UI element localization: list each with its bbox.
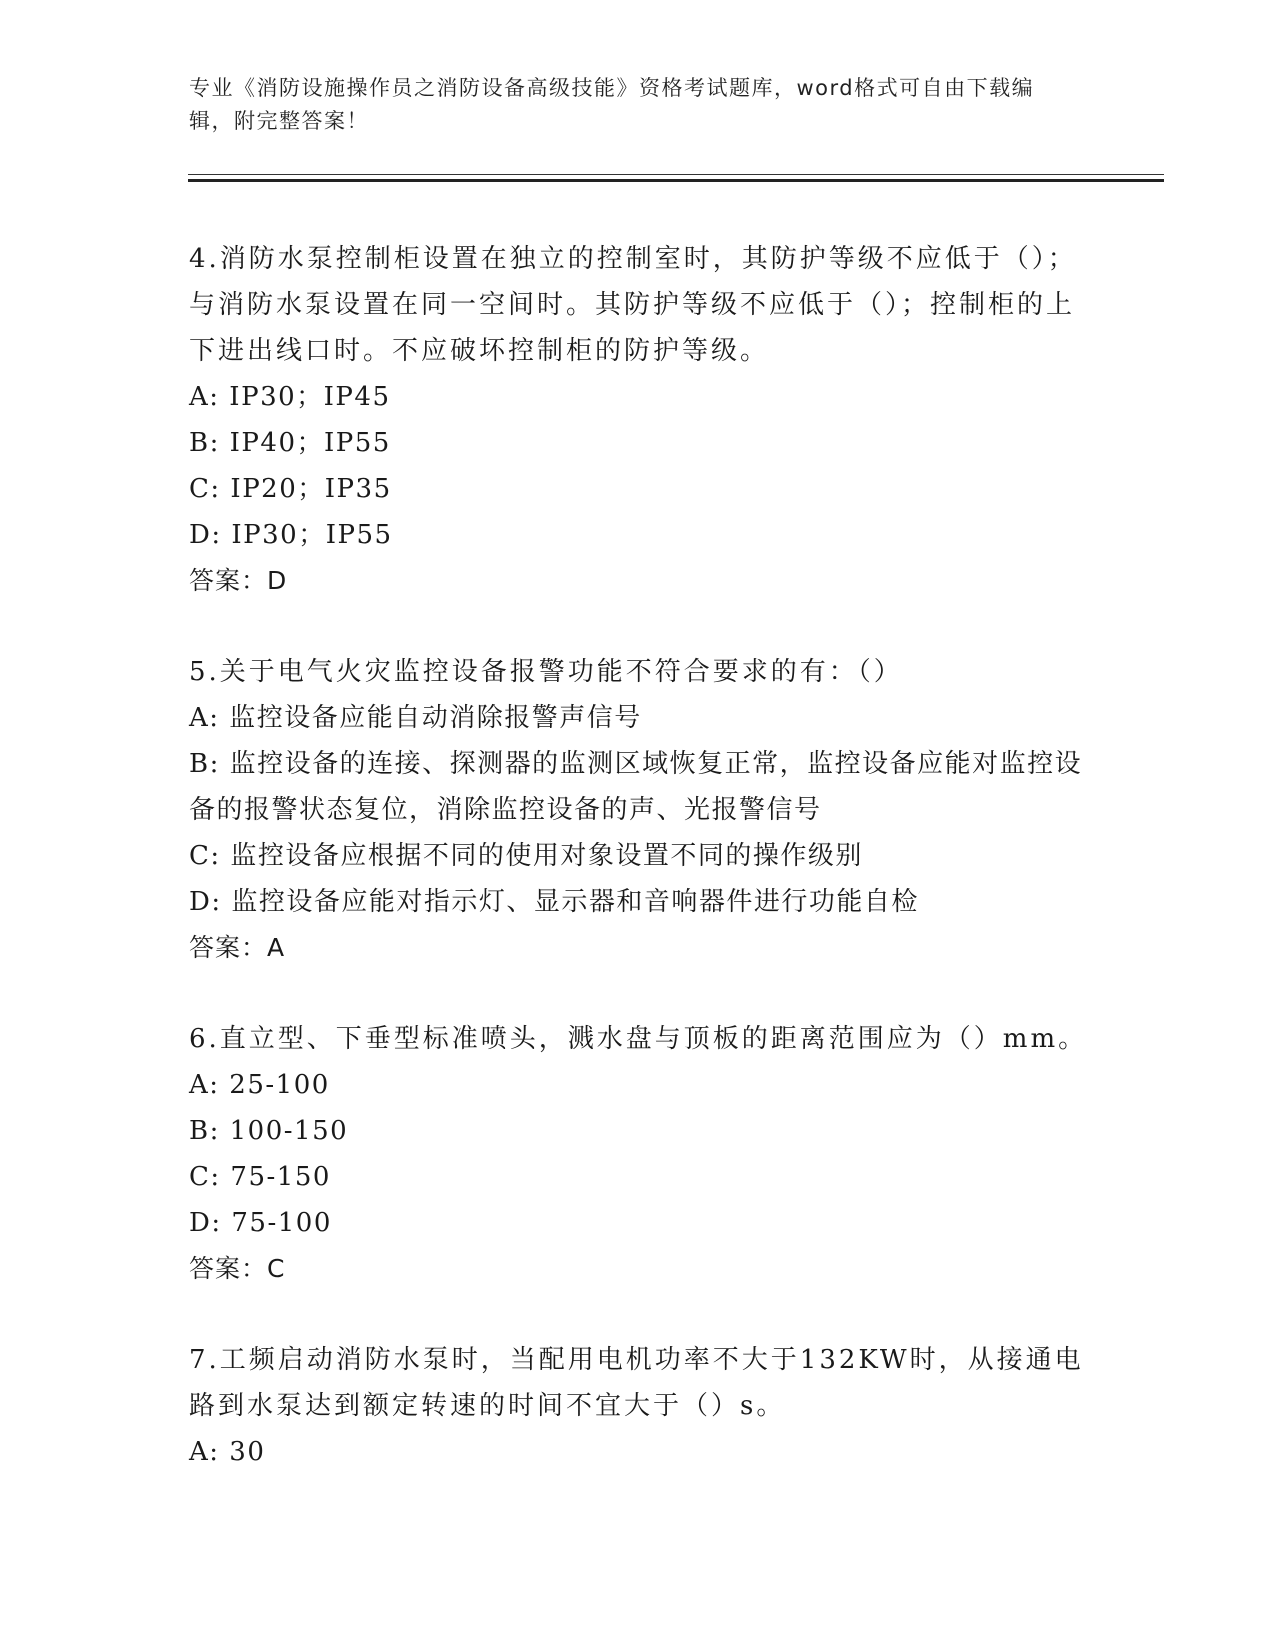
option-c: C: 监控设备应根据不同的使用对象设置不同的操作级别 — [189, 841, 863, 871]
option-a: A: 25-100 — [189, 1070, 330, 1100]
question-stem: 6.直立型、下垂型标准喷头，溅水盘与顶板的距离范围应为（）mm。 — [189, 1024, 1088, 1054]
answer-label: 答案：A — [189, 933, 286, 962]
option-d: D: IP30；IP55 — [189, 520, 393, 550]
header-divider-thick — [188, 179, 1164, 182]
question-6 — [189, 1016, 1089, 1292]
option-a: A: 30 — [189, 1437, 266, 1467]
option-b: B: IP40；IP55 — [189, 428, 391, 458]
header-divider-thin — [188, 174, 1164, 175]
option-b: B: 100-150 — [189, 1116, 349, 1146]
option-c: C: IP20；IP35 — [189, 474, 392, 504]
question-5 — [189, 649, 1089, 971]
option-a: A: 监控设备应能自动消除报警声信号 — [189, 703, 642, 733]
question-4 — [189, 236, 1089, 604]
question-stem: 7.工频启动消防水泵时，当配用电机功率不大于132KW时，从接通电路到水泵达到额定转速的时间不宜大于（）s。 — [189, 1345, 1084, 1421]
answer-label: 答案：D — [189, 566, 288, 595]
option-b: B: 监控设备的连接、探测器的监测区域恢复正常，监控设备应能对监控设备的报警状态复位，消除监控设备的声、光报警信号 — [189, 749, 1083, 825]
answer-label: 答案：C — [189, 1254, 286, 1283]
document-header: 专业《消防设施操作员之消防设备高级技能》资格考试题库，word格式可自由下载编辑，附完整答案！ — [189, 76, 1035, 133]
question-stem: 5.关于电气火灾监控设备报警功能不符合要求的有：（） — [189, 657, 903, 687]
option-d: D: 75-100 — [189, 1208, 332, 1238]
option-a: A: IP30；IP45 — [189, 382, 391, 412]
question-7 — [189, 1337, 1089, 1475]
question-stem: 4.消防水泵控制柜设置在独立的控制室时，其防护等级不应低于（）；与消防水泵设置在同一空间时。其防护等级不应低于（）；控制柜的上下进出线口时。不应破坏控制柜的防护等级。 — [189, 244, 1077, 366]
option-c: C: 75-150 — [189, 1162, 331, 1192]
question-list — [189, 236, 1089, 1520]
option-d: D: 监控设备应能对指示灯、显示器和音响器件进行功能自检 — [189, 887, 919, 917]
